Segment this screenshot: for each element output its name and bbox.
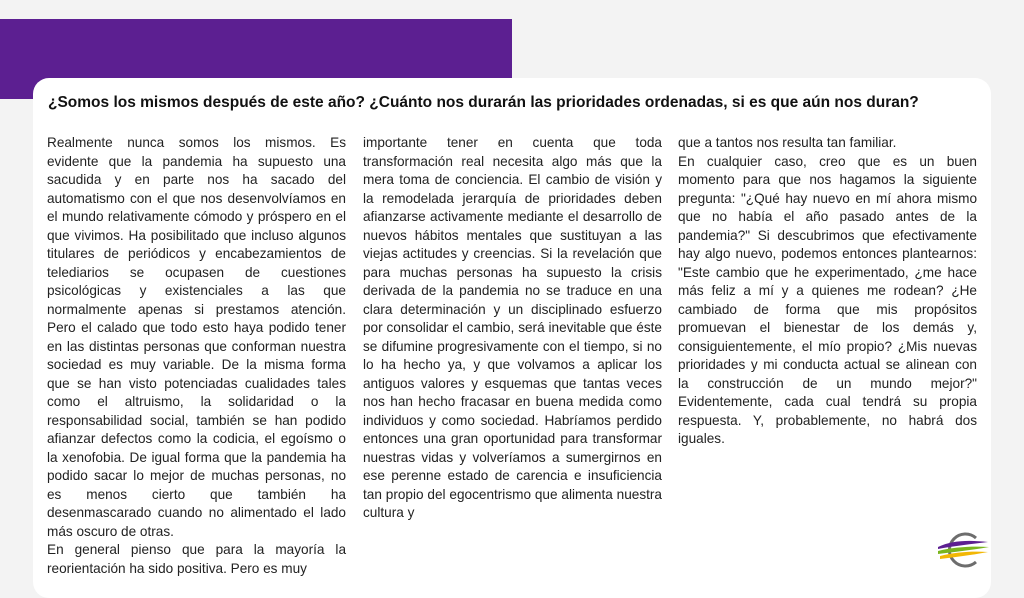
paragraph: que a tantos nos resulta tan familiar. [678,135,897,150]
paragraph: En cualquier caso, creo que es un buen momento para que nos hagamos la siguiente pregunta: "¿Qué hay nuevo en mí ahora mismo que no había el año pasado antes de la pandemia?" Si descubrimos que efectivamente hay algo nuevo, podemos entonces plantearnos: "Este cambio que he experimentado, ¿me hace más feliz a mí y a quienes me rodean? ¿He cambiado de forma que mis propósitos promuevan el bienestar de los demás y, consiguientemente, el mío propio? ¿Mis nuevas prioridades y mi conducta actual se alinean con la construcción de un mundo mejor?" Evidentemente, cada cual tendrá su propia respuesta. Y, probablemente, no habrá dos iguales. [678,153,977,446]
paragraph: importante tener en cuenta que toda transformación real necesita algo más que la mera toma de conciencia. El cambio de visión y la remodelada jerarquía de prioridades deben afianzarse activamente mediante el desarrollo de nuevos hábitos mentales que sustituyan a las viejas actitudes y creencias. Si la revelación que para muchas personas ha supuesto la crisis derivada de la pandemia no se traduce en una clara determinación y un disciplinado esfuerzo por consolidar el cambio, será inevitable que éste se difumine progresivamente con el tiempo, si no lo ha hecho ya, y que volvamos a aplicar los antiguos valores y esquemas que tantas veces nos han hecho fracasar en buena medida como individuos y como sociedad. Habríamos perdido entonces una gran oportunidad para transformar nuestras vidas y volveríamos a sumergirnos en ese perenne estado de carencia e insuficiencia tan propio del egocentrismo que alimenta nuestra cultura y [363,135,662,520]
text-column-2 [363,134,662,523]
text-column-1 [47,134,346,578]
page-title: ¿Somos los mismos después de este año? ¿Cuánto nos durarán las prioridades ordenadas, si es que aún nos duran? [48,94,919,111]
text-column-3 [678,134,977,449]
circular-swoosh-logo-icon [936,530,990,570]
paragraph: En general pienso que para la mayoría la reorientación ha sido positiva. Pero es muy [47,542,346,576]
paragraph: Realmente nunca somos los mismos. Es evidente que la pandemia ha supuesto una sacudida y en parte nos ha sacado del automatismo con el que nos desenvolvíamos en el mundo relativamente cómodo y próspero en el que vivimos. Ha posibilitado que incluso algunos titulares de periódicos y encabezamientos de telediarios se ocupasen de cuestiones psicológicas y existenciales a las que normalmente apenas si prestamos atención. Pero el calado que todo esto haya podido tener en las distintas personas que conforman nuestra sociedad es muy variable. De la misma forma que se han visto potenciadas cualidades tales como el altruismo, la solidaridad o la responsabilidad social, también se han podido afianzar defectos como la codicia, el egoísmo o la xenofobia. De igual forma que la pandemia ha podido sacar lo mejor de muchas personas, no es menos cierto que también ha desenmascarado cuando no alimentado el lado más oscuro de otras. [47,135,346,539]
